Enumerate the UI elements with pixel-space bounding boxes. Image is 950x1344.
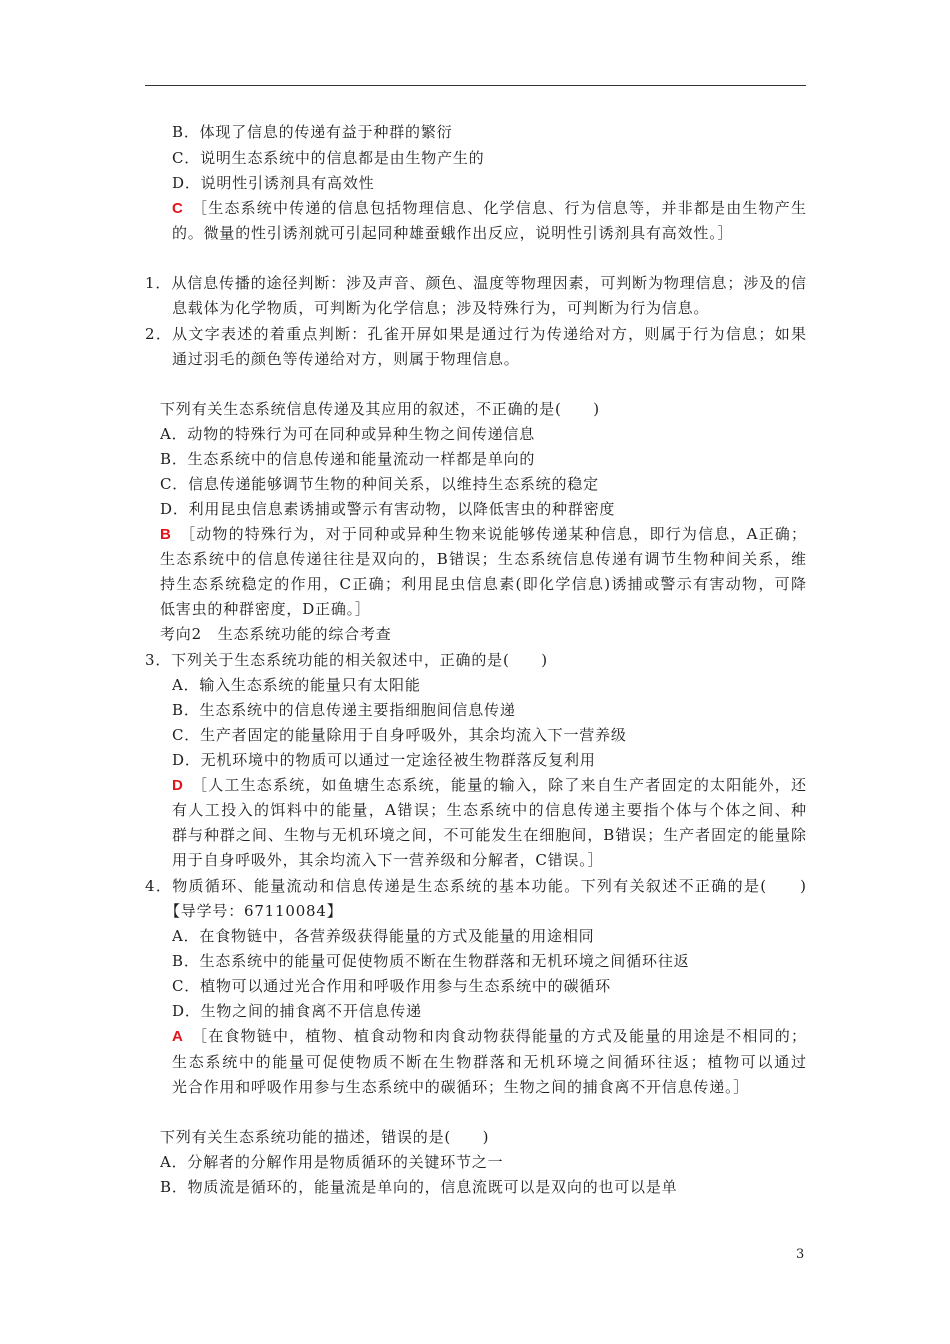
answer-letter: B — [160, 526, 171, 543]
prev-option-c: C．说明生态系统中的信息都是由生物产生的 — [172, 149, 485, 167]
question-3-answer-line-4: 用于自身呼吸外，其余均流入下一营养级和分解者，C错误。］ — [172, 851, 604, 869]
example1-answer-line-2: 生态系统中的信息传递往往是双向的，B错误；生态系统信息传递有调节生物种间关系，维 — [160, 550, 806, 568]
question-3-option-c: C．生产者固定的能量除用于自身呼吸外，其余均流入下一营养级 — [172, 726, 627, 744]
example1-option-c: C．信息传递能够调节生物的种间关系，以维持生态系统的稳定 — [160, 475, 599, 493]
question-4-option-c: C．植物可以通过光合作用和呼吸作用参与生态系统中的碳循环 — [172, 977, 611, 995]
answer-letter: D — [172, 777, 183, 794]
question-3-option-d: D．无机环境中的物质可以通过一定途径被生物群落反复利用 — [172, 751, 596, 769]
prev-answer-line-1 — [172, 196, 806, 221]
answer-text: ［在食物链中，植物、植食动物和肉食动物获得能量的方式及能量的用途是不相同的； — [190, 1027, 806, 1045]
header-rule — [145, 85, 806, 86]
question-3-answer-line-1 — [172, 773, 806, 798]
question-4-option-d: D．生物之间的捕食离不开信息传递 — [172, 1002, 422, 1020]
page-number: 3 — [796, 1247, 805, 1262]
example2-stem: 下列有关生态系统功能的描述，错误的是( ) — [160, 1128, 490, 1146]
answer-letter: A — [172, 1028, 183, 1045]
prev-answer-line-2: 的。微量的性引诱剂就可引起同种雄蚕蛾作出反应，说明性引诱剂具有高效性。］ — [172, 224, 734, 242]
question-4-stem: 4．物质循环、能量流动和信息传递是生态系统的基本功能。下列有关叙述不正确的是( ) — [145, 877, 806, 895]
example2-option-a: A．分解者的分解作用是物质循环的关键环节之一 — [160, 1153, 504, 1171]
tip-1-line-1: 1．从信息传播的途径判断：涉及声音、颜色、温度等物理因素，可判断为物理信息；涉及的信 — [145, 274, 806, 292]
question-4-answer-line-1 — [172, 1024, 806, 1049]
example1-answer-line-3: 持生态系统稳定的作用，C正确；利用昆虫信息素(即化学信息)诱捕或警示有害动物，可降 — [160, 575, 806, 593]
tip-2-line-1: 2．从文字表述的着重点判断：孔雀开屏如果是通过行为传递给对方，则属于行为信息；如果 — [145, 325, 806, 343]
example1-option-d: D．利用昆虫信息素诱捕或警示有害动物，以降低害虫的种群密度 — [160, 500, 616, 518]
example1-answer-line-4: 低害虫的种群密度，D正确。］ — [160, 600, 371, 618]
question-4-option-b: B．生态系统中的能量可促使物质不断在生物群落和无机环境之间循环往返 — [172, 952, 690, 970]
prev-option-d: D．说明性引诱剂具有高效性 — [172, 174, 375, 192]
question-4-answer-line-3: 光合作用和呼吸作用参与生态系统中的碳循环；生物之间的捕食离不开信息传递。］ — [172, 1078, 750, 1096]
question-4-option-a: A．在食物链中，各营养级获得能量的方式及能量的用途相同 — [172, 927, 595, 945]
example1-stem: 下列有关生态系统信息传递及其应用的叙述，不正确的是( ) — [160, 400, 600, 418]
question-4-ref: 【导学号：67110084】 — [165, 902, 343, 920]
answer-letter: C — [172, 200, 183, 217]
example1-answer-line-1 — [160, 522, 806, 547]
answer-text: ［人工生态系统，如鱼塘生态系统，能量的输入，除了来自生产者固定的太阳能外，还 — [190, 776, 806, 794]
answer-text: ［动物的特殊行为，对于同种或异种生物来说能够传递某种信息，即行为信息，A正确； — [178, 525, 806, 543]
section-heading: 考向2 生态系统功能的综合考查 — [160, 625, 392, 643]
question-4-answer-line-2: 生态系统中的能量可促使物质不断在生物群落和无机环境之间循环往返；植物可以通过 — [172, 1053, 806, 1071]
question-3-answer-line-2: 有人工投入的饵料中的能量，A错误；生态系统中的信息传递主要指个体与个体之间、种 — [172, 801, 806, 819]
answer-text: ［生态系统中传递的信息包括物理信息、化学信息、行为信息等，并非都是由生物产生 — [190, 199, 806, 217]
prev-option-b: B．体现了信息的传递有益于种群的繁衍 — [172, 123, 453, 141]
question-3-option-a: A．输入生态系统的能量只有太阳能 — [172, 676, 421, 694]
example1-option-b: B．生态系统中的信息传递和能量流动一样都是单向的 — [160, 450, 536, 468]
example2-option-b: B．物质流是循环的，能量流是单向的，信息流既可以是双向的也可以是单 — [160, 1178, 678, 1196]
question-3-answer-line-3: 群与种群之间、生物与无机环境之间，不可能发生在细胞间，B错误；生产者固定的能量除 — [172, 826, 806, 844]
tip-1-line-2: 息载体为化学物质，可判断为化学信息；涉及特殊行为，可判断为行为信息。 — [172, 299, 710, 317]
tip-2-line-2: 通过羽毛的颜色等传递给对方，则属于物理信息。 — [172, 350, 520, 368]
question-3-option-b: B．生态系统中的信息传递主要指细胞间信息传递 — [172, 701, 516, 719]
question-3-stem: 3．下列关于生态系统功能的相关叙述中，正确的是( ) — [145, 651, 548, 669]
example1-option-a: A．动物的特殊行为可在同种或异种生物之间传递信息 — [160, 425, 536, 443]
